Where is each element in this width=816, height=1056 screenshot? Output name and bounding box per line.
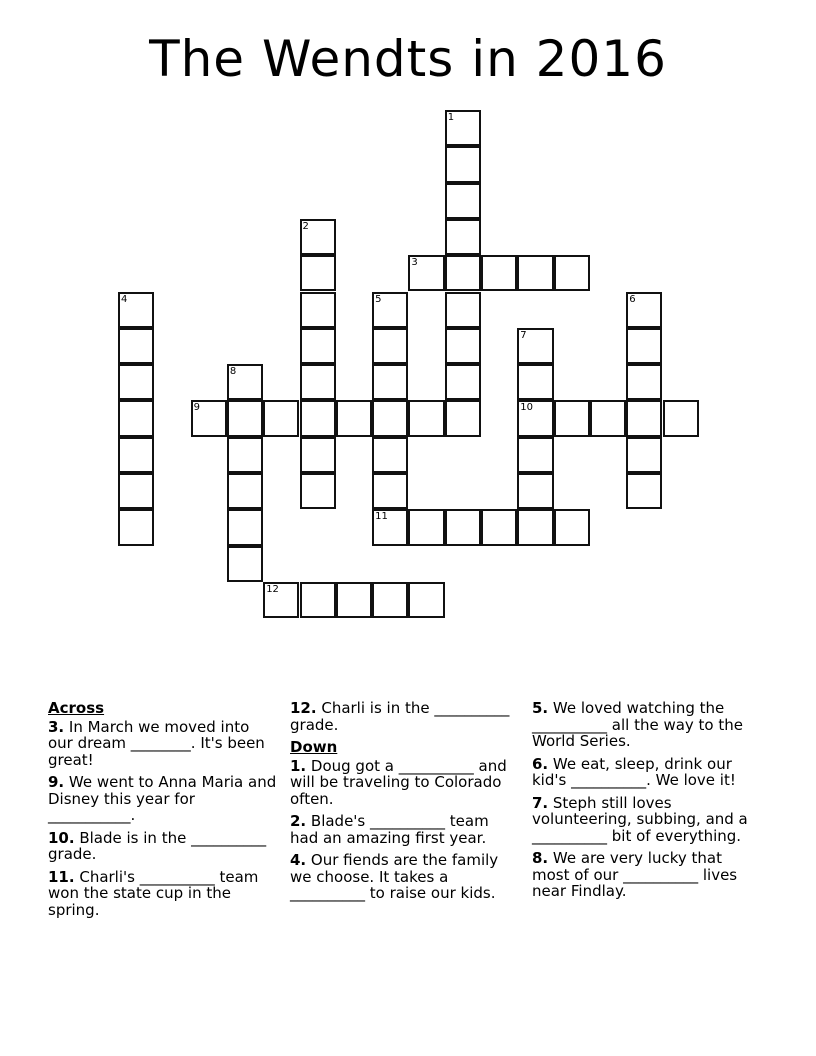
grid-cell[interactable] bbox=[445, 364, 481, 400]
grid-cell[interactable] bbox=[300, 437, 336, 473]
grid-cell[interactable] bbox=[445, 292, 481, 328]
grid-cell[interactable] bbox=[300, 292, 336, 328]
grid-cell[interactable] bbox=[372, 400, 408, 436]
clues-column-3 bbox=[532, 700, 762, 906]
grid-cell[interactable] bbox=[372, 437, 408, 473]
grid-cell[interactable] bbox=[300, 255, 336, 291]
grid-cell[interactable] bbox=[227, 364, 263, 400]
clue-number: 6 bbox=[629, 293, 636, 305]
grid-cell[interactable] bbox=[590, 400, 626, 436]
grid-cell[interactable] bbox=[372, 328, 408, 364]
grid-cell[interactable] bbox=[227, 473, 263, 509]
grid-cell[interactable] bbox=[517, 255, 553, 291]
grid-cell[interactable] bbox=[517, 400, 553, 436]
grid-cell[interactable] bbox=[372, 473, 408, 509]
clue-number: 11 bbox=[375, 511, 388, 523]
grid-cell[interactable] bbox=[372, 364, 408, 400]
grid-cell[interactable] bbox=[263, 582, 299, 618]
clue-number: 3 bbox=[411, 257, 418, 269]
grid-cell[interactable] bbox=[445, 509, 481, 545]
clue-number: 9 bbox=[193, 402, 200, 414]
clue-number: 1 bbox=[447, 112, 455, 123]
grid-cell[interactable] bbox=[663, 400, 699, 436]
clue-across-3: 3. In March we moved into our dream ________. It's been great! bbox=[48, 717, 265, 769]
grid-cell[interactable] bbox=[445, 183, 481, 219]
grid-cell[interactable] bbox=[554, 255, 590, 291]
grid-cell[interactable] bbox=[300, 473, 336, 509]
clue-number: 7 bbox=[520, 329, 527, 341]
grid-cell[interactable] bbox=[517, 328, 553, 364]
grid-cell[interactable] bbox=[408, 255, 444, 291]
clue-number: 4 bbox=[121, 293, 128, 305]
grid-cell[interactable] bbox=[517, 473, 553, 509]
grid-cell[interactable] bbox=[408, 400, 444, 436]
grid-cell[interactable] bbox=[300, 219, 336, 255]
clue-number: 12 bbox=[266, 583, 279, 595]
clue-number: 8 bbox=[229, 366, 237, 378]
grid-cell[interactable] bbox=[408, 582, 444, 618]
grid-cell[interactable] bbox=[626, 400, 662, 436]
clue-down-4: 4. Our fiends are the family we choose. It takes a __________ to raise our kids. bbox=[290, 851, 499, 902]
page-title: The Wendts in 2016 bbox=[149, 30, 667, 88]
grid-cell[interactable] bbox=[626, 364, 662, 400]
grid-cell[interactable] bbox=[481, 509, 517, 545]
grid-cell[interactable] bbox=[445, 146, 481, 182]
grid-cell[interactable] bbox=[118, 400, 154, 436]
down-heading: Down bbox=[290, 738, 338, 756]
grid-cell[interactable] bbox=[517, 364, 553, 400]
grid-cell[interactable] bbox=[300, 328, 336, 364]
grid-cell[interactable] bbox=[336, 400, 372, 436]
clues-column-1 bbox=[48, 700, 278, 924]
grid-cell[interactable] bbox=[227, 546, 263, 582]
grid-cell[interactable] bbox=[626, 328, 662, 364]
clue-number: 2 bbox=[302, 220, 309, 232]
grid-cell[interactable] bbox=[300, 582, 336, 618]
grid-cell[interactable] bbox=[517, 437, 553, 473]
clue-down-7: 7. Steph still loves volunteering, subbing, and a __________ bit of everything. bbox=[532, 793, 748, 845]
grid-cell[interactable] bbox=[118, 364, 154, 400]
grid-cell[interactable] bbox=[626, 473, 662, 509]
grid-cell[interactable] bbox=[300, 364, 336, 400]
grid-cell[interactable] bbox=[263, 400, 299, 436]
grid-cell[interactable] bbox=[118, 437, 154, 473]
clue-across-11: 11. Charli's __________ team won the state cup in the spring. bbox=[48, 867, 259, 919]
clue-down-2: 2. Blade's __________ team had an amazing first year. bbox=[290, 812, 489, 847]
grid-cell[interactable] bbox=[481, 255, 517, 291]
grid-cell[interactable] bbox=[118, 328, 154, 364]
clue-number: 5 bbox=[375, 293, 382, 305]
grid-cell[interactable] bbox=[445, 110, 481, 146]
clue-down-1: 1. Doug got a __________ and will be traveling to Colorado often. bbox=[290, 756, 507, 808]
grid-cell[interactable] bbox=[118, 292, 154, 328]
grid-cell[interactable] bbox=[227, 400, 263, 436]
clues-column-2 bbox=[290, 700, 520, 908]
clue-across-12: 12. Charli is in the __________ grade. bbox=[290, 699, 510, 734]
clue-across-9: 9. We went to Anna Maria and Disney this year for ___________. bbox=[48, 773, 277, 824]
across-heading: Across bbox=[48, 699, 105, 717]
grid-cell[interactable] bbox=[626, 292, 662, 328]
clue-across-10: 10. Blade is in the __________ grade. bbox=[48, 828, 267, 863]
grid-cell[interactable] bbox=[227, 509, 263, 545]
grid-cell[interactable] bbox=[372, 292, 408, 328]
grid-cell[interactable] bbox=[300, 400, 336, 436]
grid-cell[interactable] bbox=[408, 509, 444, 545]
clue-number: 10 bbox=[520, 402, 534, 414]
clue-down-5: 5. We loved watching the __________ all the way to the World Series. bbox=[532, 699, 743, 750]
clue-down-6: 6. We eat, sleep, drink our kid's __________. We love it! bbox=[532, 754, 736, 789]
clue-down-8: 8. We are very lucky that most of our __________ lives near Findlay. bbox=[532, 849, 738, 900]
grid-cell[interactable] bbox=[445, 328, 481, 364]
grid-cell[interactable] bbox=[336, 582, 372, 618]
grid-cell[interactable] bbox=[445, 219, 481, 255]
grid-cell[interactable] bbox=[554, 400, 590, 436]
grid-cell[interactable] bbox=[118, 509, 154, 545]
grid-cell[interactable] bbox=[445, 400, 481, 436]
grid-cell[interactable] bbox=[227, 437, 263, 473]
grid-cell[interactable] bbox=[118, 473, 154, 509]
grid-cell[interactable] bbox=[372, 582, 408, 618]
grid-cell[interactable] bbox=[554, 509, 590, 545]
grid-cell[interactable] bbox=[626, 437, 662, 473]
grid-cell[interactable] bbox=[445, 255, 481, 291]
grid-cell[interactable] bbox=[191, 400, 227, 436]
grid-cell[interactable] bbox=[372, 509, 408, 545]
grid-cell[interactable] bbox=[517, 509, 553, 545]
